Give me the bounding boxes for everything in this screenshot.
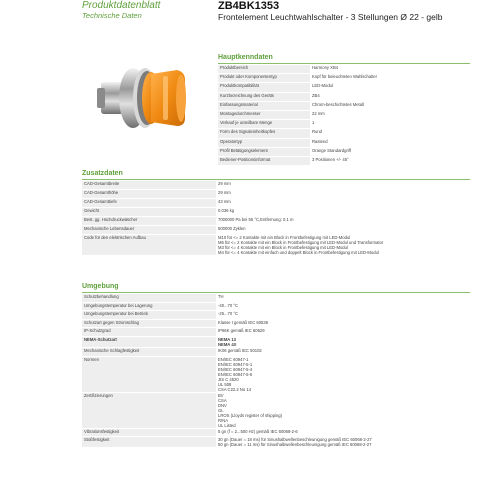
- table-row: [218, 120, 470, 129]
- row-value: 22 mm: [310, 110, 470, 119]
- row-value-line: EN/IEC 60947-5-4: [218, 366, 253, 372]
- row-key: Stoßfestigkeit: [82, 437, 216, 448]
- row-key: CAD-Gesamtbreite: [82, 181, 216, 190]
- row-value-line: 30 gn (Dauer = 18 ms) für Sinushalbwellenbeschleunigung gemäß IEC 60068-2-27: [218, 437, 372, 443]
- row-key: Kurzbezeichnung des Geräts: [218, 92, 310, 101]
- row-value-line: UL 508: [218, 381, 232, 387]
- section-title-zusatz: Zusatzdaten: [82, 170, 123, 177]
- row-value: [216, 294, 470, 302]
- row-key: Best. gg. Hochdruckwäscher: [82, 217, 216, 226]
- row-key: Produktkompatibilität: [218, 83, 310, 92]
- row-value-line: EN/IEC 60947-5-1: [218, 361, 253, 367]
- row-value-line: JIS C 4520: [218, 376, 239, 382]
- row-value: Orange Standardgriff: [310, 147, 470, 156]
- row-key: IP-Schutzgrad: [82, 328, 216, 337]
- row-value-line: LROS (Lloyds register of shipping): [218, 412, 283, 418]
- row-value: [216, 235, 470, 256]
- table-row: [82, 235, 470, 256]
- table-row: [218, 156, 470, 165]
- table-row: [82, 217, 470, 226]
- umgebung-table: [82, 294, 470, 448]
- row-value: [216, 208, 470, 217]
- row-key: Umgebungstemperatur bei Lagerung: [82, 302, 216, 311]
- table-row: [82, 208, 470, 217]
- table-row: [218, 65, 470, 74]
- row-key: NEMA-Schutzart: [82, 336, 216, 347]
- row-value: [216, 190, 470, 199]
- row-key: Bediener-Positionsinformat: [218, 156, 310, 165]
- row-value-line: NEMA 13: [218, 336, 236, 342]
- row-value-line: CSA: [218, 397, 227, 403]
- row-value-line: 29 mm: [218, 181, 231, 186]
- row-value: [216, 356, 470, 392]
- doc-subtitle: Technische Daten: [82, 11, 142, 20]
- row-key: Profil Betätigungselement: [218, 147, 310, 156]
- doc-title: Produktdatenblatt: [82, 0, 161, 11]
- row-key: Einfassungsmaterial: [218, 101, 310, 110]
- row-key: Mechanische Lebensdauer: [82, 226, 216, 235]
- row-value-line: 50 gn (Dauer = 11 ms) für Sinushalbwellenbeschleunigung gemäß IEC 60068-2-27: [218, 442, 372, 448]
- row-value-line: M6 für <= 2 Kontakte mit ein Block in Frontbefestigung mit LED-Modul und Transformator: [218, 240, 384, 245]
- row-key: Umgebungstemperatur bei Betrieb: [82, 311, 216, 320]
- row-value: [216, 392, 470, 428]
- product-code: ZB4BK1353: [218, 0, 280, 12]
- table-row: [218, 74, 470, 83]
- row-value: LED-Modul: [310, 83, 470, 92]
- row-value-line: TH: [218, 294, 224, 299]
- product-header: [218, 0, 468, 23]
- table-row: [82, 336, 470, 347]
- row-value-line: DNV: [218, 402, 227, 408]
- row-key: Vibrationsfestigkeit: [82, 428, 216, 437]
- row-key: Zertifizierungen: [82, 392, 216, 428]
- row-value-line: BV: [218, 392, 224, 398]
- table-row: [82, 311, 470, 320]
- table-row: [82, 302, 470, 311]
- row-key: Mechanische Schlagfestigkeit: [82, 347, 216, 356]
- table-row: [218, 83, 470, 92]
- row-value: [216, 347, 470, 356]
- row-value-line: UL Listed: [218, 422, 236, 428]
- row-key: Operatortyp: [218, 138, 310, 147]
- row-value: [216, 437, 470, 448]
- row-value: [216, 428, 470, 437]
- row-value: ZB4: [310, 92, 470, 101]
- row-value-line: IP66K gemäß IEC 60529: [218, 328, 265, 334]
- section-rule: [218, 63, 470, 64]
- row-value: [216, 199, 470, 208]
- table-row: [82, 437, 470, 448]
- product-photo: [93, 50, 193, 140]
- doc-header: [82, 0, 160, 21]
- row-value-line: 43 mm: [218, 199, 231, 204]
- table-row: [218, 92, 470, 101]
- table-row: [82, 356, 470, 392]
- section-rule: [82, 292, 470, 293]
- row-key: Gewicht: [82, 208, 216, 217]
- row-value-line: M3 für <= 4 Kontakte mit ein Block in Frontbefestigung mit LED-Modul: [218, 245, 348, 250]
- row-key: Montagedurchmesser: [218, 110, 310, 119]
- row-value-line: EN/IEC 60947-5-5: [218, 371, 253, 377]
- row-value-line: GL: [218, 407, 224, 413]
- row-value: 1: [310, 120, 470, 129]
- row-value-line: 29 mm: [218, 190, 231, 195]
- row-key: Schutzart gegen Stromschlag: [82, 319, 216, 328]
- table-row: [82, 294, 470, 302]
- row-value: [216, 226, 470, 235]
- table-row: [82, 319, 470, 328]
- row-key: Schutzbehandlung: [82, 294, 216, 302]
- row-value-line: -40...70 °C: [218, 302, 239, 308]
- row-value: [216, 336, 470, 347]
- row-key: Form des Signaleinheitkopfes: [218, 129, 310, 138]
- row-value: [216, 319, 470, 328]
- row-value-line: IK06 gemäß IEC 50102: [218, 347, 262, 353]
- row-value: [216, 311, 470, 320]
- row-value: Kopf für beleuchteten Wahlschalter: [310, 74, 470, 83]
- table-row: [82, 190, 470, 199]
- row-value: Harmony XB4: [310, 65, 470, 74]
- table-row: [82, 328, 470, 337]
- table-row: [82, 199, 470, 208]
- row-key: CAD-Gesamttiefe: [82, 199, 216, 208]
- section-title-haupt: Hauptkenndaten: [218, 54, 273, 61]
- product-description: Frontelement Leuchtwahlschalter - 3 Stellungen Ø 22 - gelb: [218, 12, 443, 22]
- zusatz-table: [82, 181, 470, 256]
- table-row: [82, 392, 470, 428]
- row-key: Verkauf je unteilbare Menge: [218, 120, 310, 129]
- haupt-table: [218, 65, 470, 166]
- row-value-line: 0.036 kg: [218, 208, 235, 213]
- row-value-line: RINA: [218, 417, 229, 423]
- row-value: [216, 302, 470, 311]
- row-value-line: EN/IEC 60947-1: [218, 356, 249, 362]
- row-value-line: CSA C22.2 No 14: [218, 386, 252, 392]
- row-value-line: NEMA 4X: [218, 341, 237, 347]
- row-value-line: M10 für <= 2 Kontakte mit ein Block in Frontbefestigung mit LED-Modul: [218, 235, 351, 240]
- table-row: [218, 129, 470, 138]
- table-row: [82, 226, 470, 235]
- table-row: [82, 428, 470, 437]
- row-key: Code für den elektrischen Aufbau: [82, 235, 216, 256]
- section-rule: [82, 179, 470, 180]
- row-value-line: 5 gn (f = 2...500 Hz) gemäß IEC 60068-2-6: [218, 428, 298, 434]
- row-value: [216, 181, 470, 190]
- row-key: Produktbereich: [218, 65, 310, 74]
- table-row: [218, 101, 470, 110]
- table-row: [218, 147, 470, 156]
- row-value-line: Klasse I gemäß IEC 60536: [218, 319, 269, 325]
- row-value: Rund: [310, 129, 470, 138]
- table-row: [82, 347, 470, 356]
- row-value-line: 500000 Zyklen: [218, 226, 246, 231]
- section-title-umgebung: Umgebung: [82, 283, 119, 290]
- row-value: [216, 328, 470, 337]
- row-value: Chrom-beschichtetes Metall: [310, 101, 470, 110]
- row-value-line: -25...70 °C: [218, 311, 239, 317]
- row-value: [216, 217, 470, 226]
- row-key: CAD-Gesamthöhe: [82, 190, 216, 199]
- table-row: [82, 181, 470, 190]
- row-value: 3 Positionen +/- 45°: [310, 156, 470, 165]
- row-value-line: 7000000 Pa bei 55 °C,Entfernung: 0.1 m: [218, 217, 294, 222]
- row-key: Normen: [82, 356, 216, 392]
- table-row: [218, 138, 470, 147]
- table-row: [218, 110, 470, 119]
- row-value: Rastend: [310, 138, 470, 147]
- row-value-line: M4 für <= 4 Kontakte mit einfach und doppelt Block in Frontbefestigung mit LED-Modul: [218, 250, 379, 255]
- row-key: Produkt oder Komponententyp: [218, 74, 310, 83]
